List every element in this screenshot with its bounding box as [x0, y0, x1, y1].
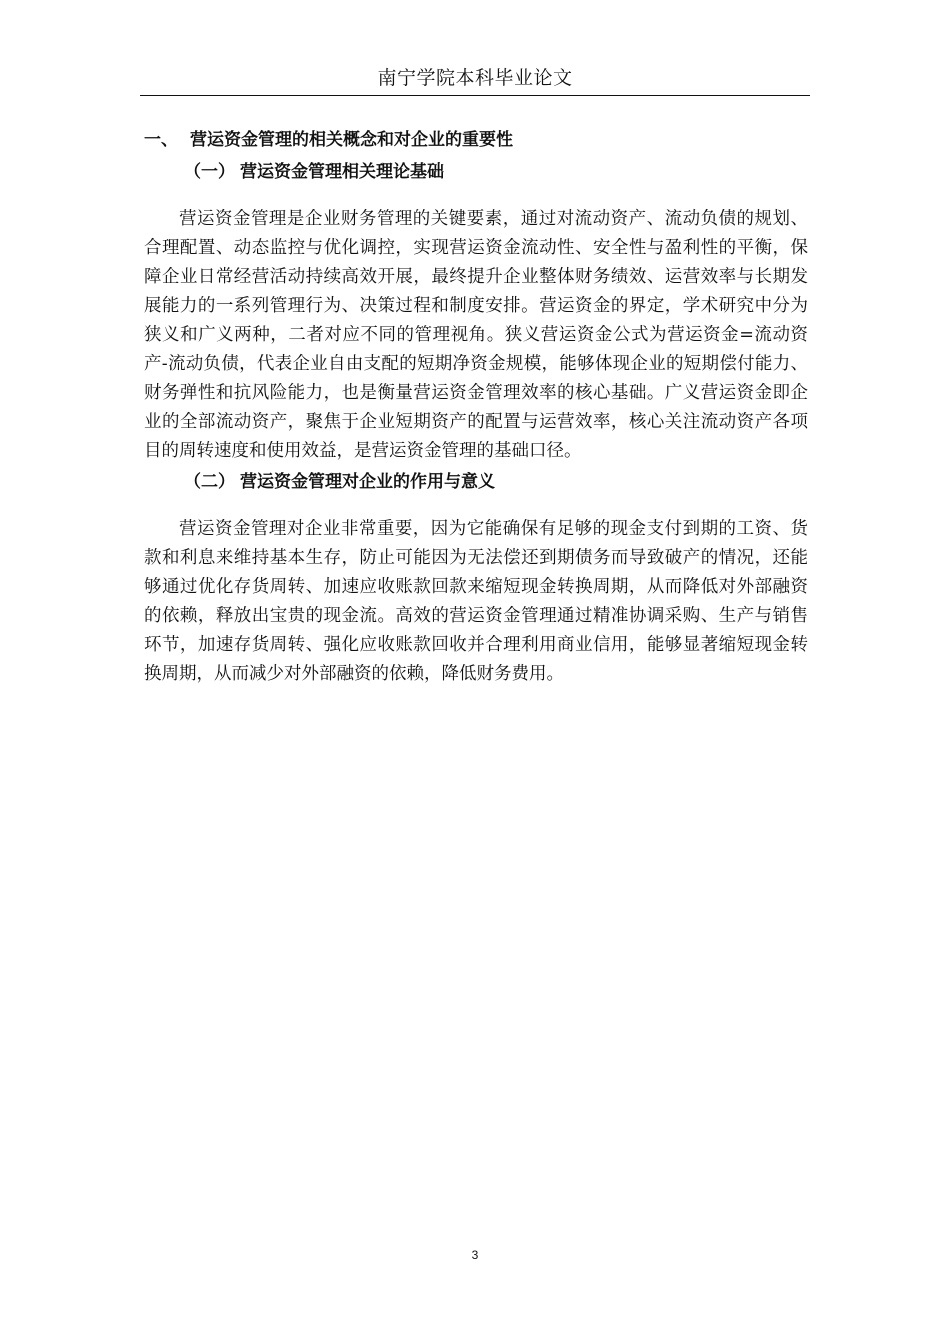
subsection-heading-2	[144, 466, 808, 498]
header-divider	[140, 95, 810, 96]
subsection-number-1: （一）	[184, 162, 235, 182]
subsection-title-2: 营运资金管理对企业的作用与意义	[240, 472, 495, 492]
page-body	[144, 124, 808, 689]
section-heading	[144, 124, 808, 156]
paragraph-significance: 营运资金管理对企业非常重要，因为它能确保有足够的现金支付到期的工资、货款和利息来维持基本生存，防止可能因为无法偿还到期债务而导致破产的情况，还能够通过优化存货周转、加速应收账款回款来缩短现金转换周期，从而降低对外部融资的依赖，释放出宝贵的现金流。高效的营运资金管理通过精准协调采购、生产与销售环节，加速存货周转、强化应收账款回收并合理利用商业信用，能够显著缩短现金转换周期，从而减少对外部融资的依赖，降低财务费用。	[144, 519, 808, 684]
page-number: 3	[471, 1248, 479, 1262]
section-title: 营运资金管理的相关概念和对企业的重要性	[190, 130, 513, 150]
running-header: 南宁学院本科毕业论文	[377, 67, 573, 89]
subsection-heading-1	[144, 156, 808, 188]
section-number: 一、	[144, 130, 178, 150]
subsection-title-1: 营运资金管理相关理论基础	[240, 162, 444, 182]
subsection-number-2: （二）	[184, 472, 235, 492]
paragraph-theory: 营运资金管理是企业财务管理的关键要素，通过对流动资产、流动负债的规划、合理配置、动态监控与优化调控，实现营运资金流动性、安全性与盈利性的平衡，保障企业日常经营活动持续高效开展，最终提升企业整体财务绩效、运营效率与长期发展能力的一系列管理行为、决策过程和制度安排。营运资金的界定，学术研究中分为狭义和广义两种，二者对应不同的管理视角。狭义营运资金公式为营运资金=流动资产-流动负债，代表企业自由支配的短期净资金规模，能够体现企业的短期偿付能力、财务弹性和抗风险能力，也是衡量营运资金管理效率的核心基础。广义营运资金即企业的全部流动资产，聚焦于企业短期资产的配置与运营效率，核心关注流动资产各项目的周转速度和使用效益，是营运资金管理的基础口径。	[144, 209, 808, 461]
